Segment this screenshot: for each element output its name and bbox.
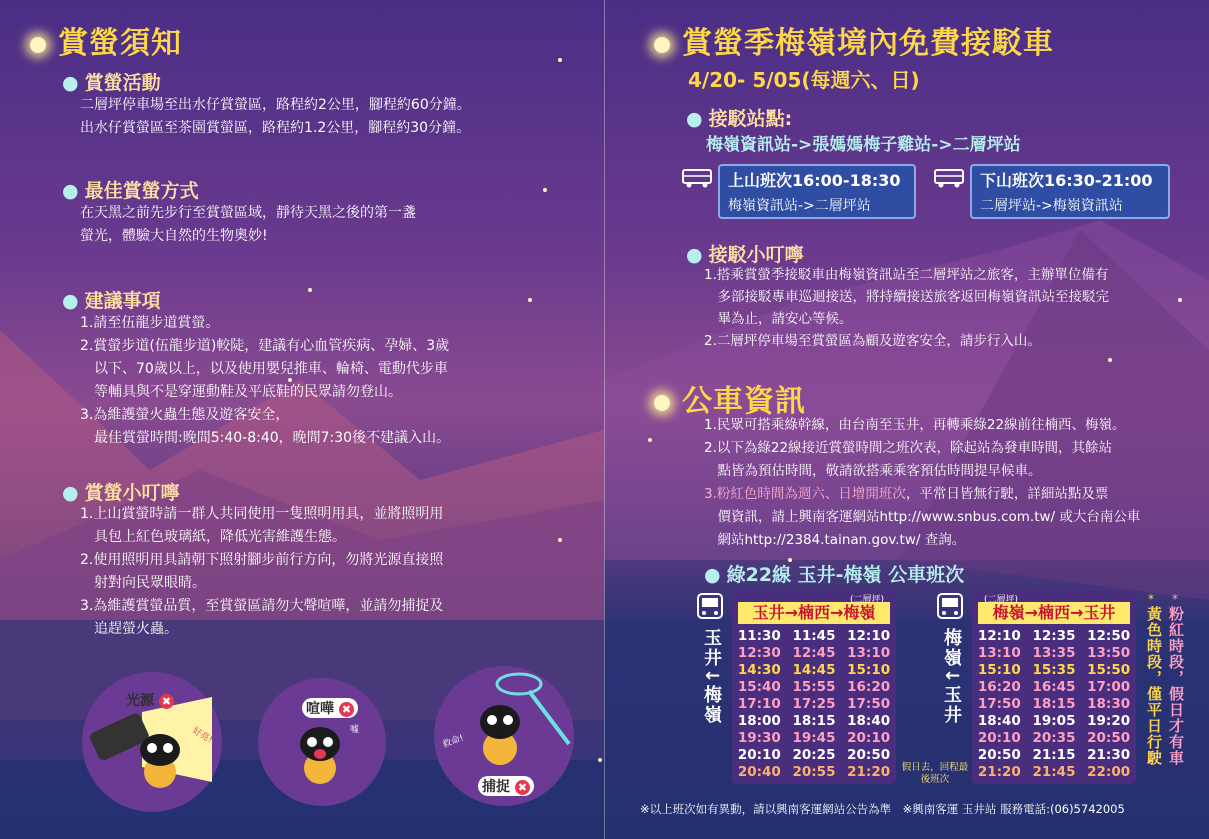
- right-title: [654, 18, 1054, 62]
- prohibit-icon: ✖: [159, 694, 174, 709]
- bus-info-line: 1.民眾可搭乘綠幹線，由台南至玉井，再轉乘綠22線前往楠西、梅嶺。: [704, 417, 1126, 433]
- departure-time: 13:50: [1087, 645, 1131, 661]
- prohibit-icon: ✖: [515, 780, 530, 795]
- departure-time: 20:50: [847, 747, 891, 763]
- page-divider: [604, 0, 605, 839]
- departure-time: 16:20: [847, 679, 891, 695]
- departure-time: 13:10: [977, 645, 1021, 661]
- shuttle-tips-line: 多部接駁專車巡迴接送，將持續接送旅客返回梅嶺資訊站至接駁完: [704, 289, 1109, 305]
- bus-front-icon: [934, 592, 966, 624]
- departure-time: 15:35: [1032, 662, 1076, 678]
- best-line: 螢光，體驗大自然的生物奧妙!: [80, 228, 268, 244]
- departure-time: 12:45: [792, 645, 836, 661]
- departure-time: 12:10: [977, 628, 1021, 644]
- shuttle-tips-line: 2.二層坪停車場至賞螢區為顧及遊客安全，請步行入山。: [704, 333, 1041, 349]
- departure-time: 20:50: [977, 747, 1021, 763]
- departure-time: 20:50: [1087, 730, 1131, 746]
- schedule-row: [732, 713, 896, 729]
- bus-info-line[interactable]: 價資訊，請上興南客運網站http://www.snbus.com.tw/ 或大台南公車: [704, 509, 1141, 525]
- shuttle-tips-heading: [686, 240, 804, 267]
- up-shuttle-time: 上山班次16:00-18:30: [728, 171, 901, 190]
- departure-time: 20:40: [737, 764, 781, 780]
- legend-pink: 粉紅時段，假日才有車: [1167, 606, 1185, 766]
- schedule-1-note: (二層坪): [849, 595, 884, 605]
- stops-route: 梅嶺資訊站->張媽媽梅子雞站->二層坪站: [706, 135, 1021, 155]
- bus-front-icon: [694, 592, 726, 624]
- departure-time: 20:35: [1032, 730, 1076, 746]
- legend-star: *: [1148, 592, 1154, 606]
- advice-line: 以下、70歲以上，以及使用嬰兒推車、輪椅、電動代步車: [80, 361, 448, 377]
- departure-time: 14:45: [792, 662, 836, 678]
- departure-time: 20:55: [792, 764, 836, 780]
- advice-heading-text: 建議事項: [84, 290, 161, 312]
- schedule-2-header-text: 梅嶺→楠西→玉井: [992, 603, 1116, 622]
- schedule-title-text: 綠22線 玉井-梅嶺 公車班次: [726, 564, 965, 586]
- light-label: [126, 690, 174, 710]
- legend-star: *: [1172, 592, 1178, 606]
- down-shuttle-box: [970, 164, 1170, 219]
- departure-time: 12:50: [1087, 628, 1131, 644]
- departure-time: 18:00: [737, 713, 781, 729]
- departure-time: 19:30: [737, 730, 781, 746]
- best-heading-text: 最佳賞螢方式: [84, 180, 199, 202]
- catch-bubble: 救命!: [441, 733, 466, 751]
- tips-text: [80, 503, 443, 641]
- bullet-icon: ●: [686, 108, 703, 130]
- catch-label: [478, 776, 534, 796]
- departure-time: 13:35: [1032, 645, 1076, 661]
- activity-text: [80, 94, 471, 140]
- activity-line: 二層坪停車場至出水仔賞螢區，路程約2公里，腳程約60分鐘。: [80, 97, 471, 113]
- stops-heading-text: 接駁站點:: [708, 108, 793, 130]
- departure-time: 18:40: [977, 713, 1021, 729]
- bus-info-line: [704, 483, 1140, 506]
- tips-line: 2.使用照明用具請朝下照射腳步前行方向，勿將光源直接照: [80, 552, 444, 568]
- schedule-row: [732, 662, 896, 678]
- departure-time: 21:20: [977, 764, 1021, 780]
- light-bubble: 好亮!: [190, 726, 214, 746]
- tips-heading-text: 賞螢小叮嚀: [84, 482, 180, 504]
- bus-info-text: [704, 414, 1140, 552]
- schedule-2-note: (二層坪): [984, 595, 1019, 605]
- noise-rule-icon: [258, 678, 386, 806]
- schedule-row: [972, 628, 1136, 644]
- schedule-1-header-text: 玉井→楠西→梅嶺: [752, 603, 876, 622]
- schedule-row: [972, 764, 1136, 780]
- noise-label-text: 喧嘩: [306, 701, 334, 717]
- departure-time: 20:10: [847, 730, 891, 746]
- schedule-row: [732, 696, 896, 712]
- departure-time: 18:40: [847, 713, 891, 729]
- bus-info-rest: ，平常日皆無行駛，詳細站點及票: [905, 486, 1109, 502]
- stops-heading: [686, 104, 792, 131]
- departure-time: 17:10: [737, 696, 781, 712]
- shuttle-dates: 4/20- 5/05(每週六、日): [688, 68, 920, 92]
- departure-time: 20:10: [737, 747, 781, 763]
- departure-time: 15:40: [737, 679, 781, 695]
- noise-bubble: 噓: [350, 725, 360, 735]
- tips-line: 追趕螢火蟲。: [80, 621, 178, 637]
- activity-heading-text: 賞螢活動: [84, 72, 161, 94]
- best-heading: [62, 176, 199, 203]
- bullet-icon: ●: [704, 564, 721, 586]
- departure-time: 19:05: [1032, 713, 1076, 729]
- departure-time: 15:10: [847, 662, 891, 678]
- departure-time: 14:30: [737, 662, 781, 678]
- light-label-text: 光源: [126, 693, 154, 709]
- departure-time: 17:50: [977, 696, 1021, 712]
- departure-time: 16:45: [1032, 679, 1076, 695]
- departure-time: 17:00: [1087, 679, 1131, 695]
- catch-rule-icon: [434, 666, 574, 806]
- down-shuttle-route: 二層坪站->梅嶺資訊站: [980, 198, 1123, 214]
- departure-time: 15:50: [1087, 662, 1131, 678]
- advice-line: 最佳賞螢時間:晚間5:40-8:40，晚間7:30後不建議入山。: [80, 430, 451, 446]
- right-title-text: 賞螢季梅嶺境內免費接駁車: [682, 26, 1054, 61]
- moon-icon: [30, 37, 46, 53]
- light-rule-icon: [82, 672, 222, 812]
- activity-line: 出水仔賞螢區至茶園賞螢區，路程約1.2公里，腳程約30分鐘。: [80, 120, 471, 136]
- holiday-return-note: 假日去，回程最後班次: [901, 762, 969, 785]
- tips-heading: [62, 478, 180, 505]
- departure-time: 19:45: [792, 730, 836, 746]
- bus-info-prefix: 3.: [704, 486, 717, 502]
- advice-line: 1.請至伍龍步道賞螢。: [80, 315, 220, 331]
- shuttle-tips-heading-text: 接駁小叮嚀: [708, 244, 804, 266]
- schedule-title: [704, 560, 964, 587]
- departure-time: 20:25: [792, 747, 836, 763]
- departure-time: 18:30: [1087, 696, 1131, 712]
- schedule-row: [972, 730, 1136, 746]
- bus-info-pink-text: 粉紅色時間為週六、日增開班次: [716, 486, 906, 502]
- departure-time: 18:15: [1032, 696, 1076, 712]
- schedule-row: [732, 730, 896, 746]
- shuttle-tips-line: 1.搭乘賞螢季接駁車由梅嶺資訊站至二層坪站之旅客，主辦單位備有: [704, 267, 1109, 283]
- schedule-row: [732, 764, 896, 780]
- schedule-row: [972, 662, 1136, 678]
- shuttle-tips-text: [704, 264, 1109, 352]
- route1-direction: 玉井↓梅嶺: [701, 628, 722, 726]
- up-shuttle-box: [718, 164, 916, 219]
- catch-label-text: 捕捉: [482, 779, 510, 795]
- schedule-row: [732, 679, 896, 695]
- departure-time: 17:50: [847, 696, 891, 712]
- departure-time: 12:10: [847, 628, 891, 644]
- tips-line: 射對向民眾眼睛。: [80, 575, 206, 591]
- tips-line: 具包上紅色玻璃紙，降低光害維護生態。: [80, 529, 346, 545]
- departure-time: 20:10: [977, 730, 1021, 746]
- tips-line: 1.上山賞螢時請一群人共同使用一隻照明用具，並將照明用: [80, 506, 444, 522]
- advice-line: 2.賞螢步道(伍龍步道)較陡，建議有心血管疾病、孕婦、3歲: [80, 338, 450, 354]
- departure-time: 18:15: [792, 713, 836, 729]
- schedule-row: [732, 747, 896, 763]
- advice-line: 3.為維護螢火蟲生態及遊客安全，: [80, 407, 290, 423]
- departure-time: 15:55: [792, 679, 836, 695]
- schedule-row: [732, 645, 896, 661]
- departure-time: 22:00: [1087, 764, 1131, 780]
- departure-time: 11:45: [792, 628, 836, 644]
- schedule-row: [972, 679, 1136, 695]
- departure-time: 17:25: [792, 696, 836, 712]
- departure-time: 12:35: [1032, 628, 1076, 644]
- bus-info-line: 點皆為預估時間，敬請欲搭乘乘客預估時間提早候車。: [704, 463, 1042, 479]
- bullet-icon: ●: [62, 482, 79, 504]
- best-line: 在天黑之前先步行至賞螢區域，靜待天黑之後的第一盞: [80, 205, 416, 221]
- up-shuttle-route: 梅嶺資訊站->二層坪站: [728, 198, 871, 214]
- legend-yellow: 黃色時段，僅平日行駛: [1145, 606, 1163, 766]
- down-shuttle-time: 下山班次16:30-21:00: [980, 171, 1153, 190]
- bus-icon: [682, 168, 712, 188]
- schedule-row: [972, 696, 1136, 712]
- schedule-row: [732, 628, 896, 644]
- schedule-row: [972, 645, 1136, 661]
- left-title-text: 賞螢須知: [58, 26, 182, 61]
- tips-line: 3.為維護賞螢品質，至賞螢區請勿大聲喧嘩，並請勿捕捉及: [80, 598, 444, 614]
- departure-time: 16:20: [977, 679, 1021, 695]
- departure-time: 15:10: [977, 662, 1021, 678]
- departure-time: 11:30: [737, 628, 781, 644]
- schedule-table-1: [732, 590, 896, 784]
- schedule-1-header: [738, 595, 890, 624]
- bus-icon: [934, 168, 964, 188]
- schedule-table-2: [972, 590, 1136, 784]
- left-title: [30, 18, 182, 62]
- departure-time: 19:20: [1087, 713, 1131, 729]
- noise-label: [302, 698, 358, 718]
- schedule-row: [972, 747, 1136, 763]
- departure-time: 13:10: [847, 645, 891, 661]
- bullet-icon: ●: [686, 244, 703, 266]
- moon-icon: [654, 37, 670, 53]
- bus-info-title-text: 公車資訊: [682, 384, 806, 419]
- advice-heading: [62, 286, 161, 313]
- advice-text: [80, 312, 450, 450]
- bullet-icon: ●: [62, 72, 79, 94]
- departure-time: 21:30: [1087, 747, 1131, 763]
- bus-info-line[interactable]: 網站http://2384.tainan.gov.tw/ 查詢。: [704, 532, 966, 548]
- best-text: [80, 202, 416, 248]
- bullet-icon: ●: [62, 290, 79, 312]
- advice-line: 等輔具與不是穿運動鞋及平底鞋的民眾請勿登山。: [80, 384, 402, 400]
- departure-time: 21:20: [847, 764, 891, 780]
- activity-heading: [62, 68, 161, 95]
- schedule-row: [972, 713, 1136, 729]
- bus-info-line: 2.以下為綠22線接近賞螢時間之班次表，除起站為發車時間，其餘站: [704, 440, 1113, 456]
- prohibit-icon: ✖: [339, 702, 354, 717]
- departure-time: 12:30: [737, 645, 781, 661]
- schedule-2-header: [978, 595, 1130, 624]
- moon-icon: [654, 395, 670, 411]
- route2-direction: 梅嶺↓玉井: [941, 628, 962, 726]
- departure-time: 21:45: [1032, 764, 1076, 780]
- footer-note: ※以上班次如有異動，請以興南客運網站公告為準 ※興南客運 玉井站 服務電話:(06)5742005: [640, 802, 1125, 816]
- shuttle-tips-line: 畢為止，請安心等候。: [704, 311, 853, 327]
- departure-time: 21:15: [1032, 747, 1076, 763]
- bullet-icon: ●: [62, 180, 79, 202]
